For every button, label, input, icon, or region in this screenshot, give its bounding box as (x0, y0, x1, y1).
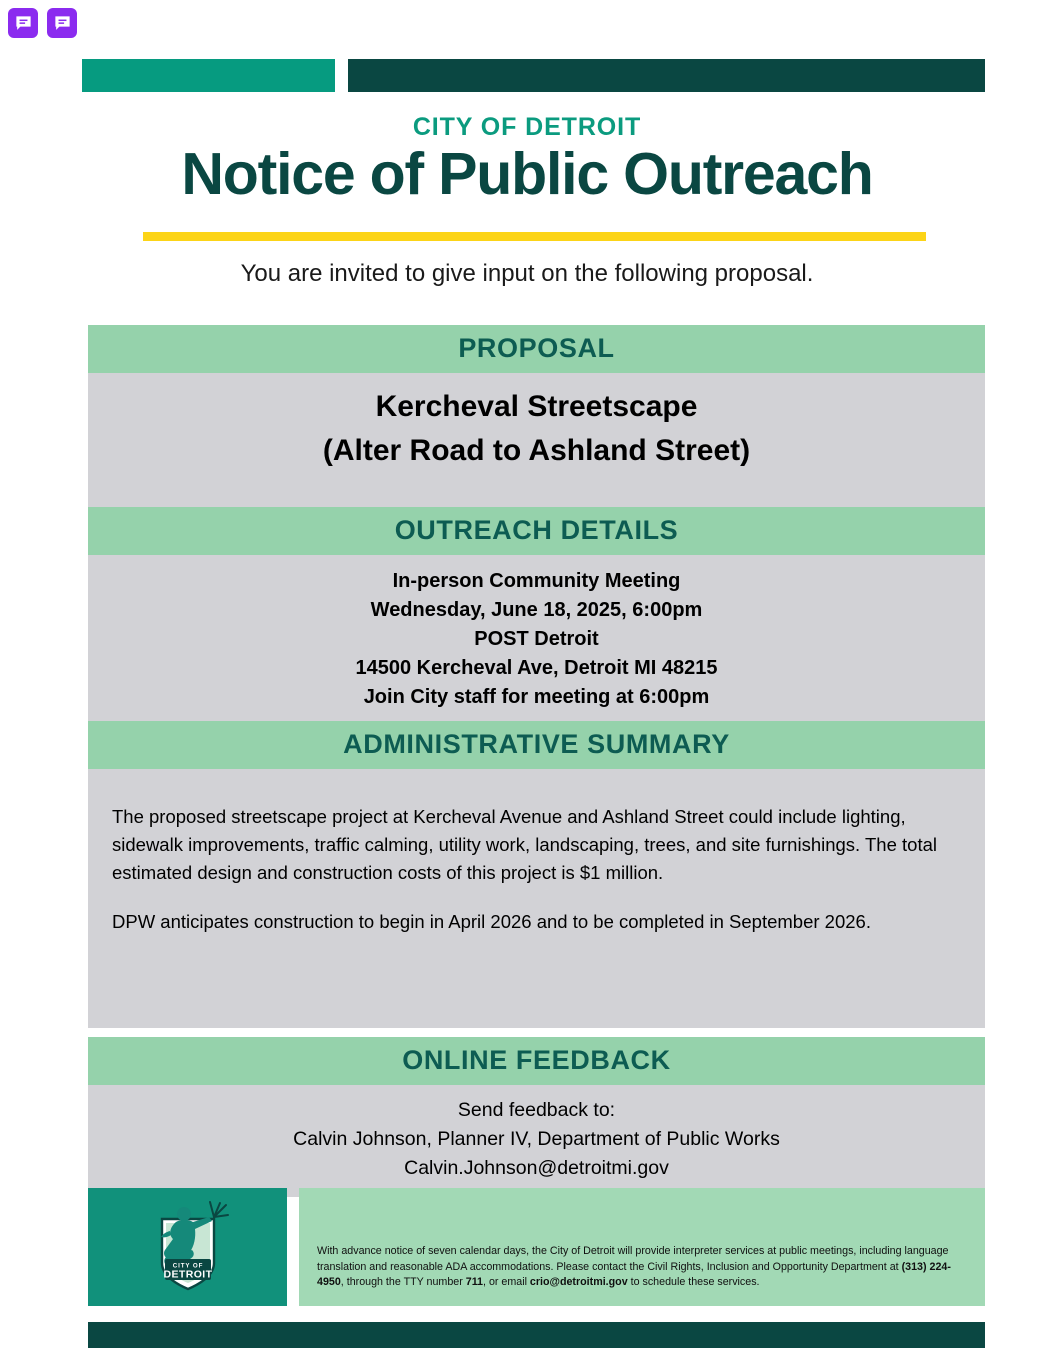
ada-notice-panel (299, 1188, 985, 1306)
proposal-line-1: Kercheval Streetscape (375, 390, 698, 423)
section-outreach-details (88, 507, 985, 722)
feedback-email[interactable]: Calvin.Johnson@detroitmi.gov (404, 1157, 669, 1180)
ada-text-part-2: , through the TTY number (340, 1275, 466, 1288)
feedback-contact-name: Calvin Johnson, Planner IV, Department of Public Works (293, 1128, 780, 1151)
page-title: Notice of Public Outreach (181, 141, 873, 207)
icon-tray (8, 8, 77, 38)
admin-paragraph-2: DPW anticipates construction to begin in April 2026 and to be completed in September 2026. (112, 911, 871, 933)
footer-bottom-bar (88, 1322, 985, 1348)
outreach-line: 14500 Kercheval Ave, Detroit MI 48215 (355, 657, 718, 679)
svg-text:CITY OF: CITY OF (172, 1262, 203, 1270)
header-bar-right (348, 59, 985, 92)
section-online-feedback (88, 1037, 985, 1197)
section-outreach-heading: OUTREACH DETAILS (88, 507, 985, 555)
section-proposal-heading: PROPOSAL (88, 325, 985, 373)
outreach-line: In-person Community Meeting (392, 570, 681, 592)
svg-text:DETROIT: DETROIT (163, 1268, 212, 1281)
title-underline-rule (143, 232, 926, 241)
chat-bubble-icon-2[interactable] (47, 8, 77, 38)
outreach-line: POST Detroit (474, 628, 599, 650)
section-feedback-body (88, 1085, 985, 1197)
section-administrative-summary (88, 721, 985, 1028)
ada-notice-text (317, 1244, 967, 1290)
header-bar-row (82, 59, 985, 92)
outreach-line: Wednesday, June 18, 2025, 6:00pm (370, 599, 703, 621)
ada-text-part-4: to schedule these services. (627, 1275, 760, 1288)
spirit-of-detroit-logo-icon (142, 1197, 234, 1297)
ada-email[interactable]: crio@detroitmi.gov (529, 1275, 628, 1288)
section-proposal (88, 325, 985, 515)
feedback-line: Send feedback to: (457, 1099, 616, 1121)
invitation-text: You are invited to give input on the following proposal. (240, 260, 814, 287)
admin-paragraph-1: The proposed streetscape project at Kercheval Avenue and Ashland Street could include lighting, sidewalk improvements, traffic calming, utility work, landscaping, trees, and site furnishings. The total estimated design and construction costs of this project is $1 million. (112, 806, 937, 883)
chat-bubble-icon-1[interactable] (8, 8, 38, 38)
section-admin-body (88, 769, 985, 1028)
ada-text-part-1: With advance notice of seven calendar days, the City of Detroit will provide interpreter services at public meetings, including language translation and reasonable ADA accommodations. Please contact the Civil Rights, Inclusion and Opportunity Department at (317, 1245, 949, 1273)
ada-text-part-3: , or email (483, 1275, 530, 1288)
footer-row (88, 1188, 985, 1306)
section-admin-heading: ADMINISTRATIVE SUMMARY (88, 721, 985, 769)
section-outreach-body (88, 555, 985, 722)
section-proposal-body (88, 373, 985, 515)
section-feedback-heading: ONLINE FEEDBACK (88, 1037, 985, 1085)
header-bar-left (82, 59, 335, 92)
ada-tty-number: 711 (465, 1275, 483, 1288)
outreach-line: Join City staff for meeting at 6:00pm (363, 686, 710, 708)
organization-kicker: CITY OF DETROIT (412, 113, 642, 141)
ada-phone-number: (313) 224-4950 (317, 1260, 951, 1288)
city-of-detroit-logo-panel (88, 1188, 287, 1306)
proposal-line-2: (Alter Road to Ashland Street) (322, 434, 751, 468)
